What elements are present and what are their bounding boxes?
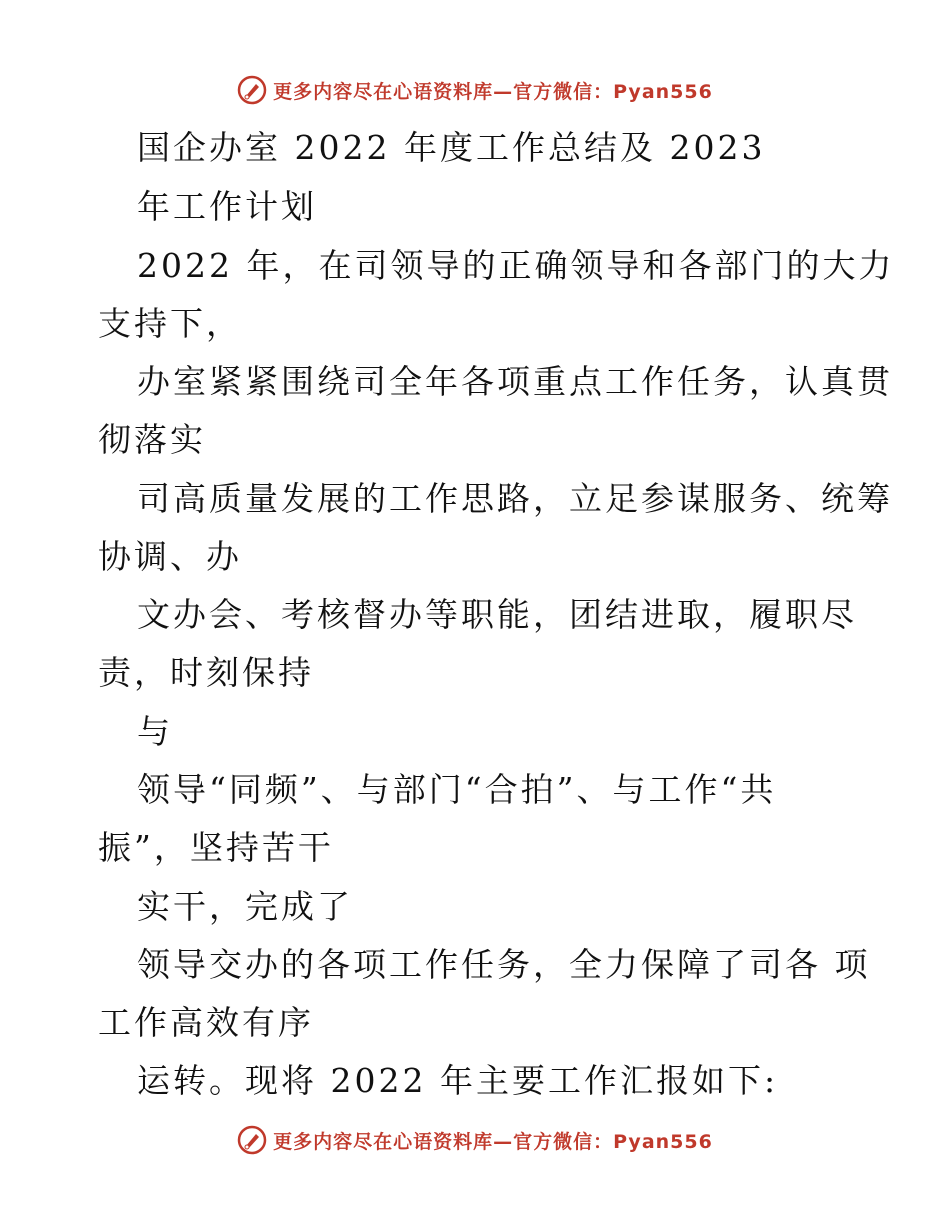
footer-watermark [0, 1120, 950, 1160]
paragraph-line: 工作高效有序 [98, 1003, 314, 1042]
paragraph-line: 彻落实 [98, 420, 206, 459]
watermark-text: 更多内容尽在心语资料库—官方微信：Pyan556 [273, 1130, 713, 1153]
paragraph-line: 领导“同频”、与部门“合拍”、与工作“共 [137, 770, 777, 809]
paragraph-line: 责，时刻保持 [98, 653, 314, 692]
paragraph-line: 振”，坚持苦干 [98, 828, 334, 867]
watermark-text: 更多内容尽在心语资料库—官方微信：Pyan556 [273, 80, 713, 103]
doc-title-line-2: 年工作计划 [137, 187, 317, 226]
paragraph-line: 协调、办 [98, 537, 242, 576]
paragraph-line: 实干，完成了 [137, 887, 353, 926]
paragraph-line: 文办会、考核督办等职能，团结进取，履职尽 [137, 595, 857, 634]
paragraph-line: 2022 年，在司领导的正确领导和各部门的大力 [137, 246, 895, 285]
paragraph-line: 办室紧紧围绕司全年各项重点工作任务，认真贯 [137, 362, 893, 401]
paragraph-line: 运转。现将 2022 年主要工作汇报如下: [137, 1061, 779, 1100]
paragraph-line: 司高质量发展的工作思路，立足参谋服务、统筹 [137, 479, 893, 518]
doc-title-line-1: 国企办室 2022 年度工作总结及 2023 [137, 128, 766, 167]
paragraph-line: 与 [137, 712, 173, 751]
paragraph-line: 支持下， [98, 304, 242, 343]
paragraph-line: 领导交办的各项工作任务，全力保障了司各 项 [137, 945, 871, 984]
pen-logo-icon [237, 1125, 267, 1155]
